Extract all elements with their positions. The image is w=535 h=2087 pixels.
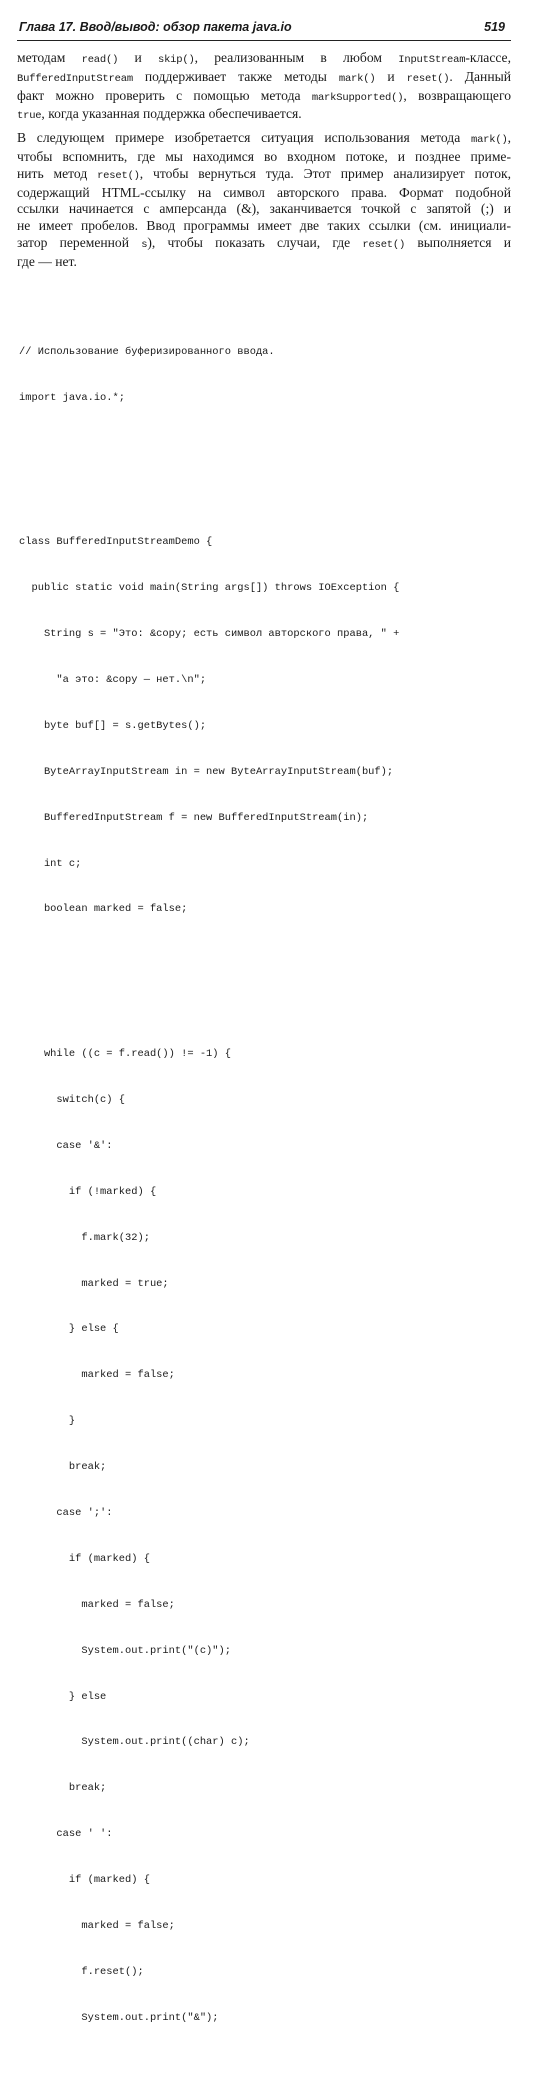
text-run: и — [118, 50, 158, 65]
code-line: case ';': — [19, 1507, 113, 1520]
code-listing — [17, 284, 511, 2087]
text-run: выполняется и — [405, 234, 511, 250]
text-run: ), чтобы показать случаи, где — [147, 234, 363, 250]
code-term: s — [141, 238, 148, 251]
text-run: содержащий HTML-ссылку на символ авторского права. Формат подобной — [17, 184, 511, 200]
code-term: true — [17, 110, 42, 123]
paragraph-1 — [17, 50, 511, 125]
paragraph-line — [17, 254, 511, 271]
code-line: break; — [19, 1461, 107, 1474]
text-run: . Данный — [449, 68, 512, 84]
code-term: mark() — [338, 72, 376, 85]
paragraph-line — [17, 50, 511, 69]
paragraph-line — [17, 218, 511, 235]
code-line: switch(c) { — [19, 1094, 126, 1106]
code-line: } — [19, 1415, 76, 1428]
running-head — [17, 20, 511, 38]
code-line: int c; — [19, 857, 82, 870]
code-block-imports — [19, 314, 511, 436]
text-run: , когда указанная поддержка обеспечивается. — [41, 106, 302, 122]
code-line: } else { — [19, 1323, 119, 1336]
code-line: case ' ': — [19, 1828, 113, 1841]
text-run: чтобы вспомнить, где мы находимся во входном потоке, и позднее приме- — [17, 148, 511, 164]
text-run: поддерживает также методы — [132, 68, 339, 84]
code-line: import java.io.*; — [19, 391, 126, 404]
code-line: // Использование буферизированного ввода. — [19, 345, 275, 358]
code-gap — [19, 467, 511, 474]
code-line: case '&': — [19, 1139, 113, 1152]
code-line: } else — [19, 1690, 107, 1703]
code-term: skip() — [157, 54, 195, 66]
code-block-declarations — [19, 505, 511, 949]
text-run: , реализованным в любом — [194, 50, 399, 65]
text-run: -классе, — [465, 50, 511, 65]
text-run: , — [507, 130, 511, 146]
text-run: методам — [17, 50, 82, 65]
text-run: затор переменной — [17, 234, 142, 250]
text-run: и — [375, 68, 407, 84]
paragraph-line — [17, 201, 511, 218]
code-line: marked = false; — [19, 1920, 175, 1933]
code-gap — [19, 979, 511, 986]
code-line: marked = false; — [19, 1598, 175, 1611]
header-rule — [17, 40, 511, 41]
code-term: reset() — [406, 72, 450, 85]
code-line: System.out.print("&"); — [19, 2011, 219, 2024]
paragraph-line — [17, 149, 511, 166]
code-line: f.mark(32); — [19, 1231, 150, 1244]
code-line: if (marked) { — [19, 1552, 150, 1565]
code-line: ByteArrayInputStream in = new ByteArrayInputStream(buf); — [19, 765, 394, 778]
paragraph-line — [17, 235, 511, 254]
paragraph-line — [17, 185, 511, 202]
paragraph-line — [17, 106, 511, 125]
text-run: ссылки начинается с амперсанда (&), заканчивается точкой с запятой (;) и — [17, 201, 511, 217]
page-number: 519 — [484, 20, 505, 34]
code-line: System.out.print((char) c); — [19, 1736, 250, 1749]
code-line: if (!marked) { — [19, 1185, 157, 1198]
text-run: не имеет пробелов. Ввод программы имеет две таких ссылки (см. инициали- — [17, 218, 511, 234]
paragraph-line — [17, 166, 511, 185]
chapter-title: Глава 17. Ввод/вывод: обзор пакета java.io — [19, 20, 292, 34]
text-run: где — нет. — [17, 253, 77, 269]
code-term: BufferedInputStream — [17, 72, 133, 85]
code-line: marked = true; — [19, 1277, 169, 1290]
paragraph-line — [17, 130, 511, 149]
text-run: факт можно проверить с помощью метода — [17, 87, 312, 103]
code-line: marked = false; — [19, 1369, 175, 1382]
code-line: String s = "Это: &copy; есть символ авторского права, " + — [19, 628, 400, 641]
code-line: class BufferedInputStreamDemo { — [19, 536, 213, 549]
paragraph-line — [17, 69, 511, 88]
code-term: InputStream — [398, 54, 466, 66]
text-run: , чтобы вернуться туда. Этот пример анализирует поток, — [139, 165, 511, 181]
code-term: reset() — [362, 238, 406, 251]
code-line: if (marked) { — [19, 1874, 150, 1887]
code-term: reset() — [97, 169, 140, 182]
code-term: markSupported() — [311, 91, 404, 104]
text-run: нить метод — [17, 165, 98, 181]
text-run: , возвращающего — [403, 87, 511, 103]
code-line: while ((c = f.read()) != -1) { — [19, 1048, 232, 1061]
code-line: f.reset(); — [19, 1965, 144, 1978]
code-line: break; — [19, 1782, 107, 1795]
code-line: boolean marked = false; — [19, 903, 188, 916]
code-line: "а это: &copy — нет.\n"; — [19, 673, 207, 686]
code-block-loop — [19, 1017, 511, 2057]
code-term: mark() — [470, 134, 508, 147]
text-run: В следующем примере изобретается ситуация использования метода — [17, 130, 471, 146]
code-term: read() — [81, 54, 119, 66]
paragraph-2 — [17, 130, 511, 270]
code-line: public static void main(String args[]) throws IOException { — [19, 582, 400, 595]
code-line: System.out.print("(c)"); — [19, 1644, 232, 1657]
code-line: BufferedInputStream f = new BufferedInputStream(in); — [19, 811, 369, 824]
code-line: byte buf[] = s.getBytes(); — [19, 719, 207, 732]
paragraph-line — [17, 88, 511, 107]
